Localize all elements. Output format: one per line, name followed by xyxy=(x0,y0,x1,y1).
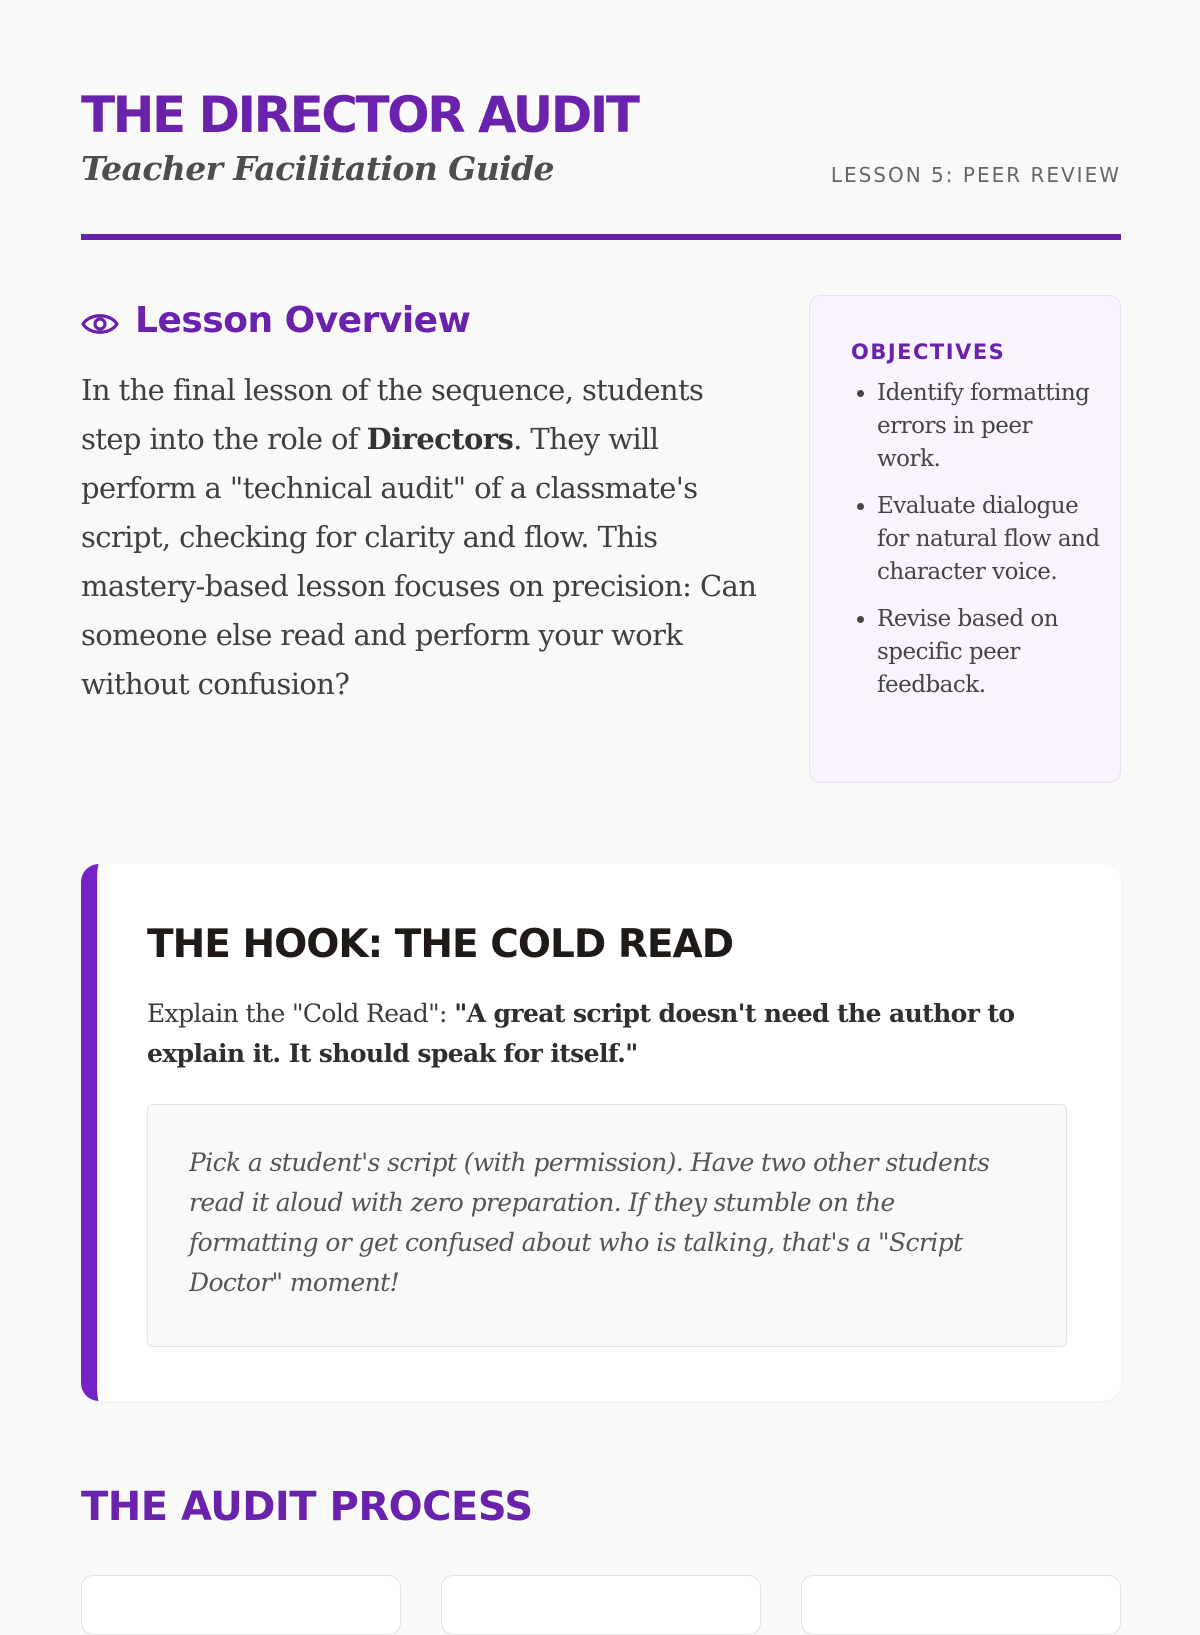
hook-intro xyxy=(147,994,1027,1074)
page-header xyxy=(81,86,1121,241)
hook-intro-bold: "A great script doesn't need the author to explain it. It should speak for itself." xyxy=(147,999,1015,1068)
audit-step-card xyxy=(81,1575,401,1635)
overview-text-part2: . They will perform a "technical audit" of a classmate's script, checking for clarity and flow. This mastery-based lesson focuses on precision: Can someone else read and perform your work without confusion? xyxy=(81,422,757,701)
objective-item: • Evaluate dialogue for natural flow and character voice. xyxy=(877,490,1100,589)
lesson-overview-heading xyxy=(81,296,761,344)
page-subtitle: Teacher Facilitation Guide xyxy=(81,149,554,188)
audit-step-card xyxy=(441,1575,761,1635)
hook-title: THE HOOK: THE COLD READ xyxy=(147,922,734,967)
objective-item: • Revise based on specific peer feedback. xyxy=(877,603,1100,702)
hook-card xyxy=(81,864,1121,1401)
objectives-list xyxy=(851,377,1100,702)
overview-text-bold: Directors xyxy=(366,422,514,456)
lesson-overview-section xyxy=(81,296,761,709)
header-divider xyxy=(81,234,1121,240)
overview-text-part1: In the final lesson of the sequence, students step into the role of xyxy=(81,373,704,456)
audit-process-cards xyxy=(81,1575,1121,1615)
objectives-card xyxy=(809,295,1121,783)
audit-step-card xyxy=(801,1575,1121,1635)
page-title: THE DIRECTOR AUDIT xyxy=(81,86,638,144)
hook-intro-plain: Explain the "Cold Read": xyxy=(147,999,455,1028)
lesson-overview-text xyxy=(81,366,761,709)
hook-quote-box: Pick a student's script (with permission). Have two other students read it aloud with zero preparation. If they stumble on the formatting or get confused about who is talking, that's a "Script Doctor" moment! xyxy=(147,1104,1067,1347)
objective-item: • Identify formatting errors in peer work. xyxy=(877,377,1100,476)
lesson-overview-heading-text: Lesson Overview xyxy=(135,299,471,341)
audit-process-heading: THE AUDIT PROCESS xyxy=(81,1484,533,1530)
objectives-title: OBJECTIVES xyxy=(851,340,1006,364)
lesson-tag: LESSON 5: PEER REVIEW xyxy=(830,163,1121,187)
eye-icon xyxy=(81,306,119,334)
